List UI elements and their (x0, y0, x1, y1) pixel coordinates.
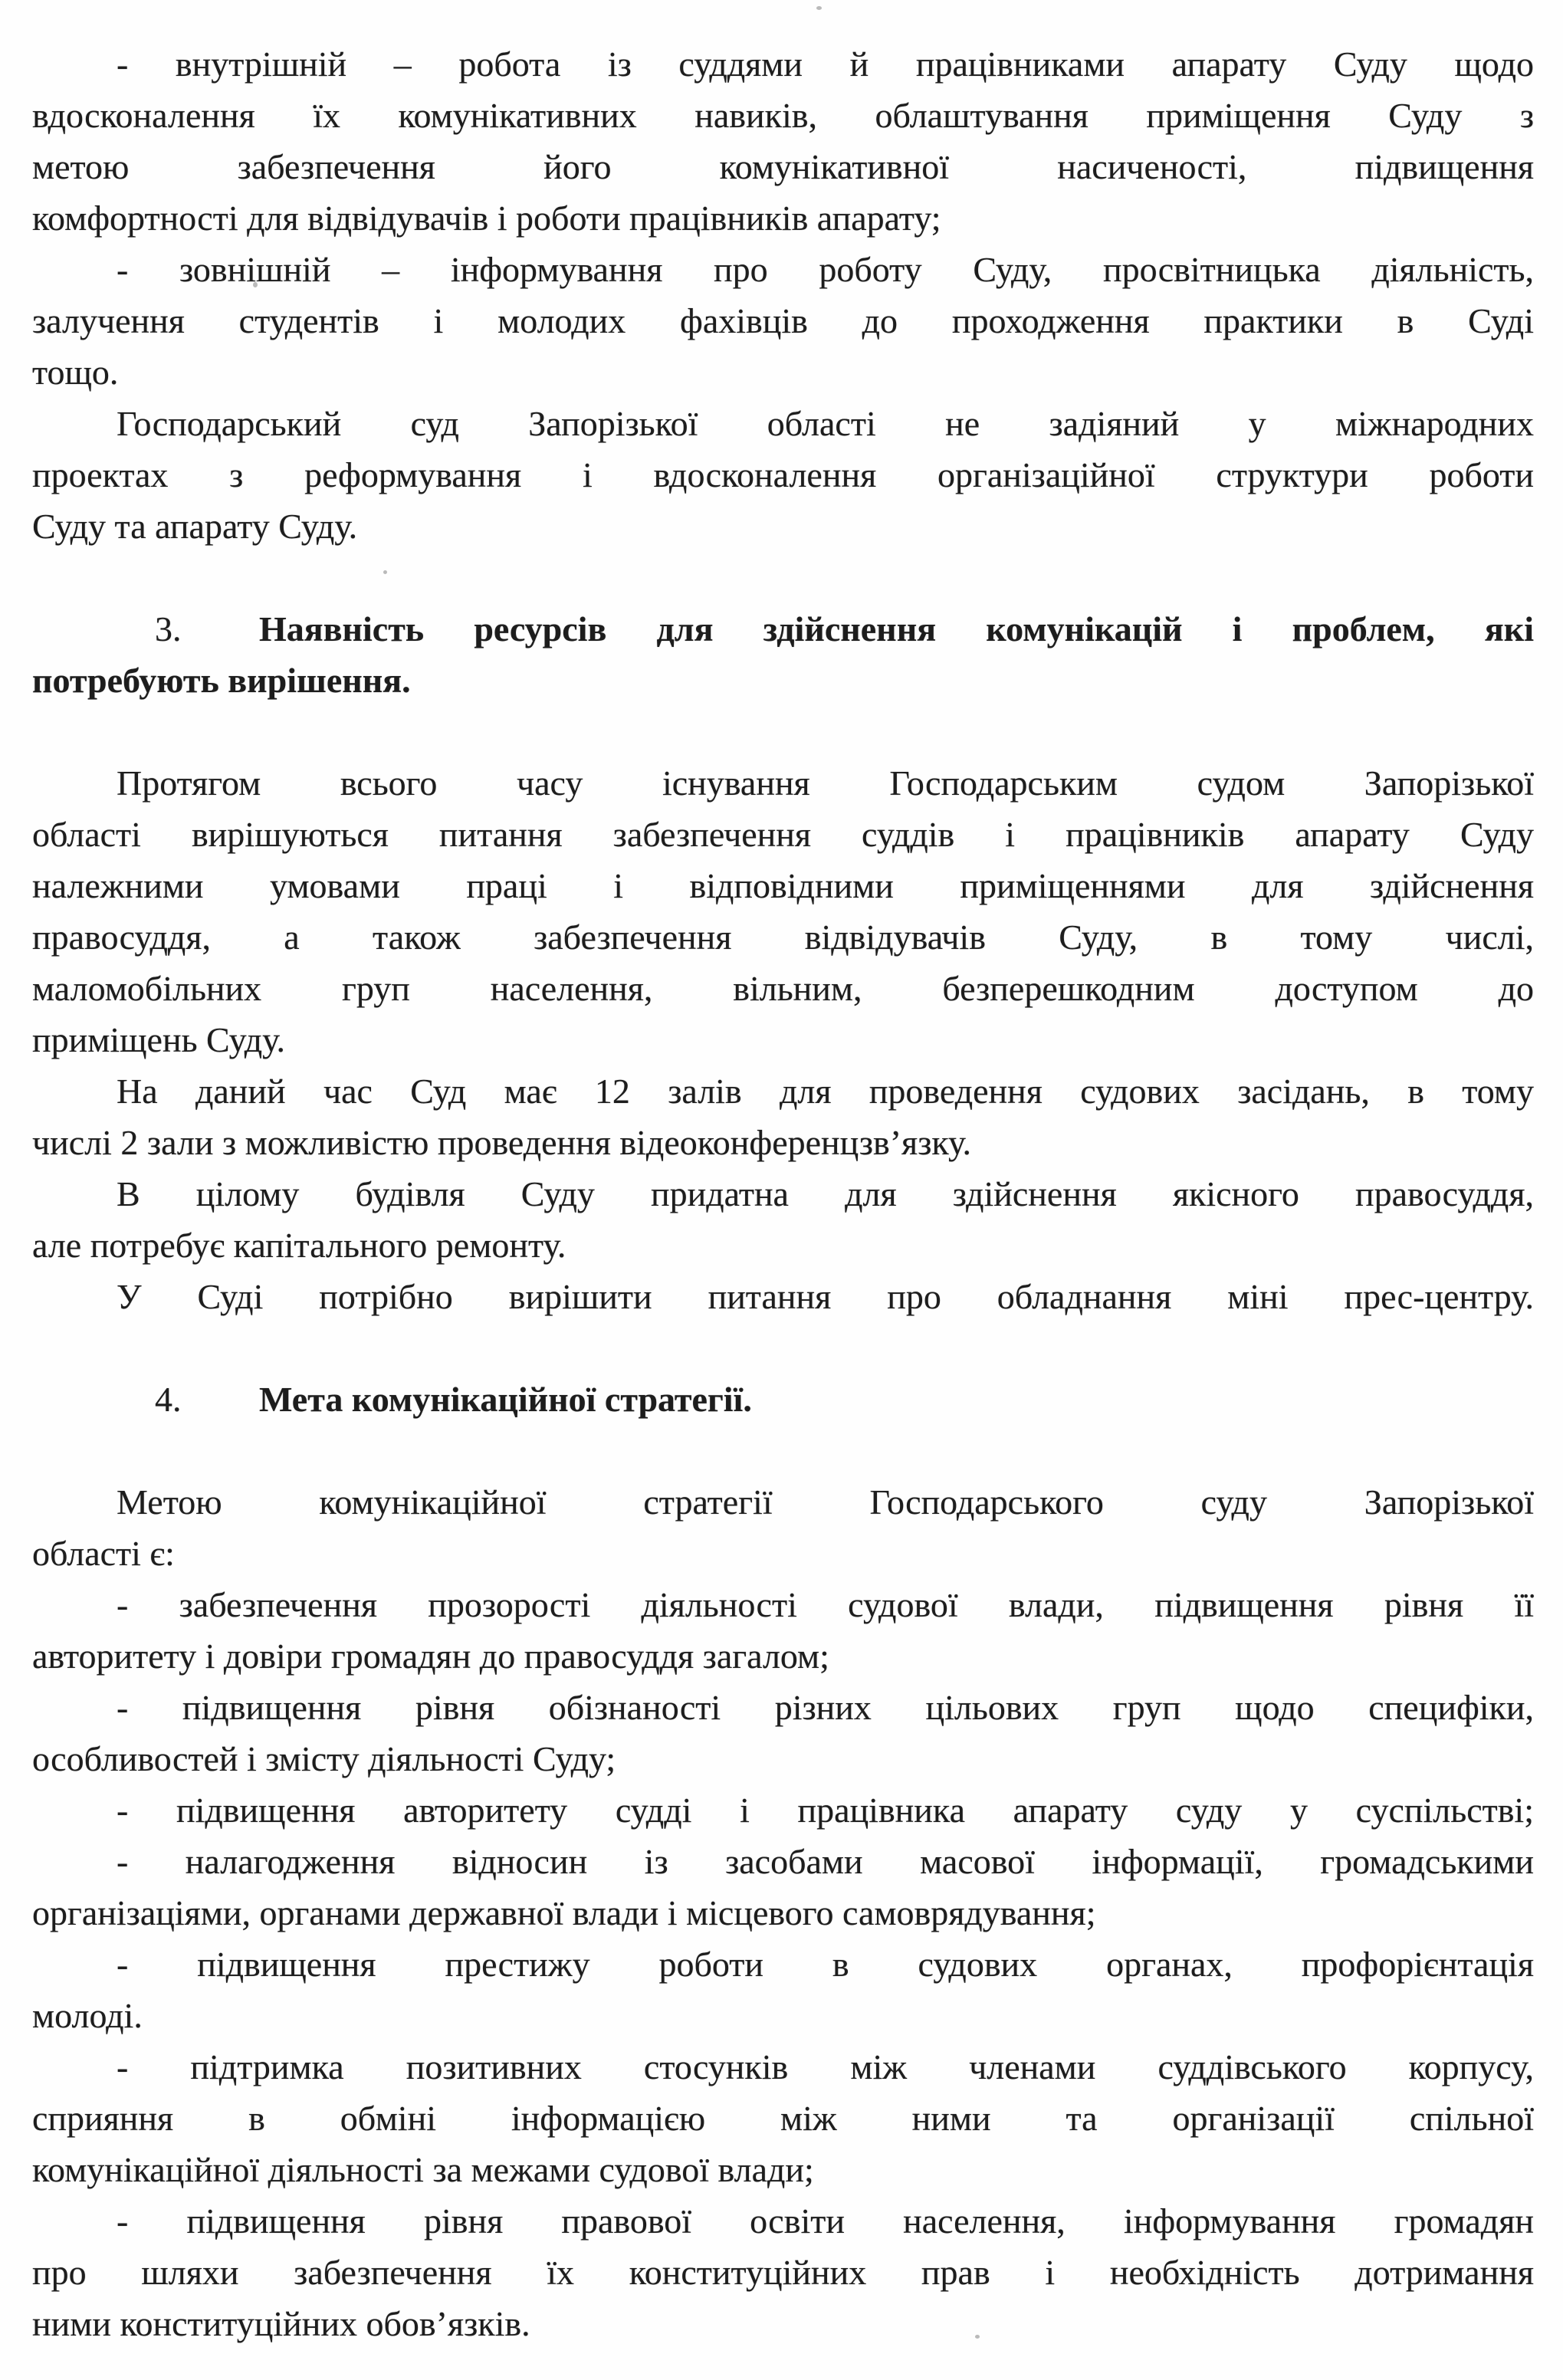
text-line: області є: (32, 1534, 175, 1573)
heading-text: потребують вирішення. (32, 661, 411, 700)
heading-line (32, 603, 1534, 655)
text-line: Протягом всього часу існування Господарським судом Запорізької (117, 763, 1534, 803)
text-line: приміщень Суду. (32, 1020, 285, 1059)
bullet-item (32, 1784, 1534, 1836)
text-line: - підвищення престижу роботи в судових органах, профорієнтація (117, 1945, 1534, 1984)
paragraph (32, 1168, 1534, 1271)
heading-line (32, 1374, 1534, 1425)
text-line: залучення студентів і молодих фахівців до проходження практики в Суді (32, 301, 1534, 340)
text-line: молоді. (32, 1996, 143, 2035)
bullet-item (32, 2195, 1534, 2349)
blank-line (32, 1322, 1534, 1374)
text-line: метою забезпечення його комунікативної насиченості, підвищення (32, 147, 1534, 186)
text-line: - підвищення авторитету судді і працівника апарату суду у суспільстві; (117, 1791, 1534, 1830)
text-line: - підвищення рівня правової освіти населення, інформування громадян (117, 2201, 1534, 2240)
text-line: комфортності для відвідувачів і роботи працівників апарату; (32, 199, 941, 238)
text-line: але потребує капітального ремонту. (32, 1226, 566, 1265)
text-line: області вирішуються питання забезпечення суддів і працівників апарату Суду (32, 815, 1534, 854)
heading-number: 4. (155, 1380, 182, 1419)
text-line: числі 2 зали з можливістю проведення відеоконференцзв’язку. (32, 1123, 971, 1162)
bullet-item (32, 1938, 1534, 2041)
text-line: - зовнішній – інформування про роботу Суду, просвітницька діяльність, (117, 250, 1534, 289)
text-line: правосуддя, а також забезпечення відвідувачів Суду, в тому числі, (32, 918, 1534, 957)
bullet-item (32, 2041, 1534, 2195)
paragraph (32, 1271, 1534, 1322)
heading-number: 3. (155, 609, 182, 648)
text-line: - забезпечення прозорості діяльності судової влади, підвищення рівня її (117, 1585, 1534, 1624)
text-line: тощо. (32, 353, 119, 392)
scan-speck (383, 570, 387, 574)
paragraph (32, 38, 1534, 244)
heading-line (32, 655, 1534, 706)
heading-text: Наявність ресурсів для здійснення комунікацій і проблем, які (259, 609, 1534, 648)
text-line: авторитету і довіри громадян до правосуддя загалом; (32, 1636, 829, 1676)
text-line: - внутрішній – робота із суддями й працівниками апарату Суду щодо (117, 44, 1534, 84)
paragraph (32, 1065, 1534, 1168)
scan-speck (816, 6, 822, 10)
bullet-item (32, 1579, 1534, 1682)
section-heading-4 (32, 1374, 1534, 1425)
blank-line (32, 706, 1534, 757)
text-line: ними конституційних обов’язків. (32, 2304, 530, 2343)
text-line: сприяння в обміні інформацією між ними та організації спільної (32, 2099, 1534, 2138)
text-line: вдосконалення їх комунікативних навиків, облаштування приміщення Суду з (32, 96, 1534, 135)
text-line: - підвищення рівня обізнаності різних цільових груп щодо специфіки, (117, 1688, 1534, 1727)
section-heading-3 (32, 603, 1534, 706)
bullet-item (32, 1682, 1534, 1784)
text-line: комунікаційної діяльності за межами судової влади; (32, 2150, 814, 2189)
text-line: На даний час Суд має 12 залів для проведення судових засідань, в тому (117, 1072, 1534, 1111)
blank-line (32, 552, 1534, 603)
text-line: - налагодження відносин із засобами масової інформації, громадськими (117, 1842, 1534, 1881)
text-line: В цілому будівля Суду придатна для здійснення якісного правосуддя, (117, 1174, 1534, 1213)
heading-text: Мета комунікаційної стратегії. (259, 1380, 752, 1419)
text-line: Суду та апарату Суду. (32, 507, 358, 546)
scan-speck (253, 282, 258, 287)
scan-speck (975, 2335, 980, 2339)
bullet-item (32, 1836, 1534, 1938)
text-line: особливостей і змісту діяльності Суду; (32, 1739, 616, 1778)
text-line: У Суді потрібно вирішити питання про обладнання міні прес-центру. (117, 1277, 1534, 1316)
paragraph (32, 757, 1534, 1065)
text-line: належними умовами праці і відповідними приміщеннями для здійснення (32, 866, 1534, 905)
text-line: проектах з реформування і вдосконалення організаційної структури роботи (32, 455, 1534, 494)
text-line: маломобільних груп населення, вільним, безперешкодним доступом до (32, 969, 1534, 1008)
text-line: - підтримка позитивних стосунків між членами суддівського корпусу, (117, 2047, 1534, 2086)
text-line: Господарський суд Запорізької області не задіяний у міжнародних (117, 404, 1534, 443)
paragraph (32, 398, 1534, 552)
paragraph (32, 1476, 1534, 1579)
paragraph (32, 244, 1534, 398)
text-line: про шляхи забезпечення їх конституційних прав і необхідність дотримання (32, 2253, 1534, 2292)
text-line: організаціями, органами державної влади і місцевого самоврядування; (32, 1893, 1096, 1932)
text-line: Метою комунікаційної стратегії Господарського суду Запорізької (117, 1482, 1534, 1522)
blank-line (32, 1425, 1534, 1476)
